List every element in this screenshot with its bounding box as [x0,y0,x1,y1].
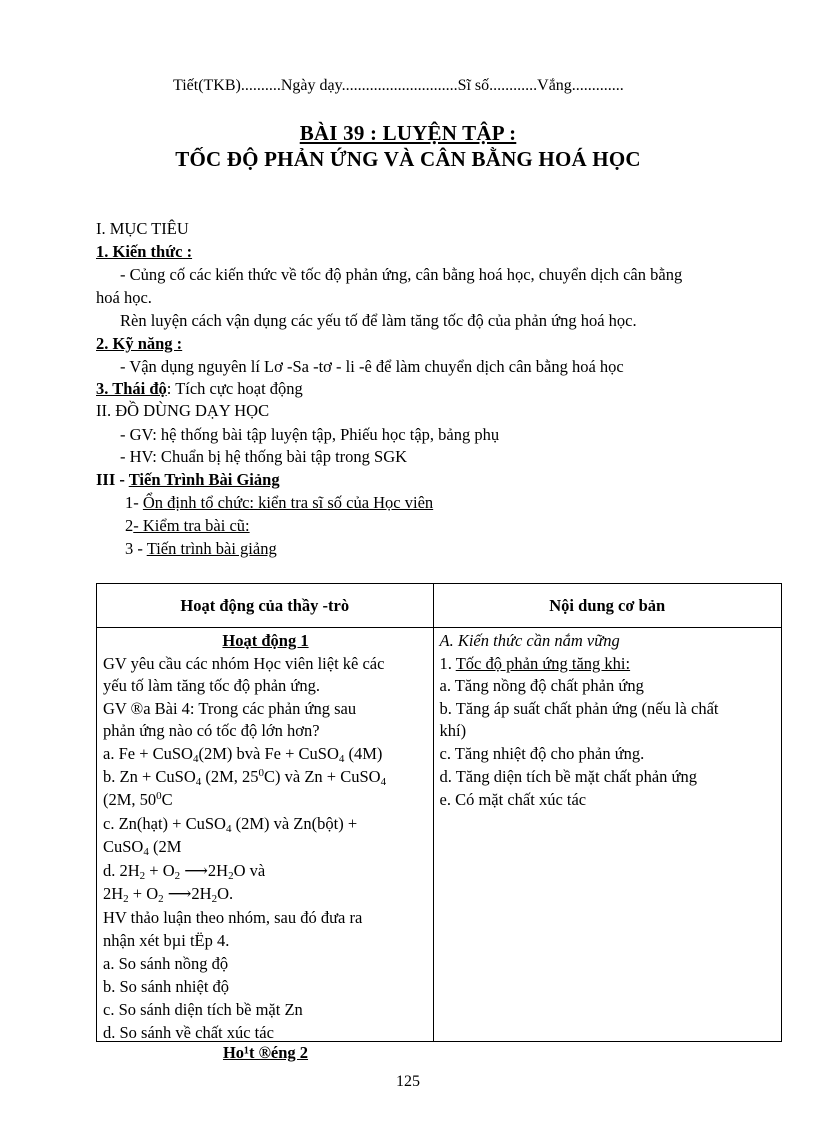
activity-cell [97,628,434,1062]
section-process-heading: III - Tiến Trình Bài Giảng [96,470,280,489]
content-item-d: d. Tăng diện tích bề mặt chất phản ứng [439,767,697,786]
activity-line: yếu tố làm tăng tốc độ phản ứng. [103,676,320,695]
content-rate-heading: 1. Tốc độ phản ứng tăng khi: [439,654,631,673]
content-item-b-cont: khí) [439,721,467,740]
exercise-d: d. $2H_2 + O_2$ $⟶2H_2O$ và [103,861,266,882]
process-step-3: 3 - Tiến trình bài giảng [125,539,277,558]
content-item-b: b. Tăng áp suất chất phản ứng (nếu là chất [439,699,719,718]
process-step-1: 1- Ổn định tổ chức: kiển tra sĩ số của Học viên [125,493,434,512]
exercise-c-cont: CuSO$_4$ (2M [103,837,182,858]
lesson-table [96,583,782,1062]
exercise-a: a. Fe + CuSO$_4$(2M) bvà Fe + CuSO$_4$ (4M) [103,744,383,765]
content-item-c: c. Tăng nhiệt độ cho phản ứng. [439,744,645,763]
section-materials-heading: II. ĐỒ DÙNG DẠY HỌC [96,401,270,420]
exercise-b: b. Zn + CuSO$_4$ (2M, $25^0C$) và Zn + CuSO$_4$ [103,767,387,788]
attitude-line: 3. Thái độ: Tích cực hoạt động [96,379,303,398]
process-step-2: 2- Kiểm tra bài cũ: [125,516,250,535]
answer-a: a. So sánh nồng độ [103,954,229,973]
skills-text: - Vận dụng nguyên lí Lơ -Sa -tơ - li -ê để làm chuyển dịch cân bằng hoá học [120,357,624,376]
table-header-content: Nội dung cơ bản [433,584,781,628]
page-number: 125 [396,1073,420,1090]
knowledge-text-3: Rèn luyện cách vận dụng các yếu tố để làm tăng tốc độ của phản ứng hoá học. [120,311,637,330]
activity-line: phản ứng nào có tốc độ lớn hơn? [103,721,320,740]
answer-c: c. So sánh diện tích bề mặt Zn [103,1000,303,1019]
activity-line: GV yêu cầu các nhóm Học viên liệt kê các [103,654,385,673]
exercise-c: c. Zn(hạt) + CuSO$_4$ (2M) và Zn(bột) + [103,814,358,835]
content-item-e: e. Có mặt chất xúc tác [439,790,587,809]
activity-line: nhận xét bµi tËp 4. [103,931,230,950]
content-title: A. Kiến thức cần nắm vững [439,631,620,650]
materials-hv: - HV: Chuẩn bị hệ thống bài tập trong SGK [120,447,408,466]
exercise-b-cont: (2M, $50^0C$ [103,790,173,809]
materials-gv: - GV: hệ thống bài tập luyện tập, Phiếu học tập, bảng phụ [120,425,500,444]
content-cell [433,628,781,1042]
activity-2-heading: Ho¹t ®éng 2 [222,1043,309,1062]
lesson-subtitle: TỐC ĐỘ PHẢN ỨNG VÀ CÂN BẰNG HOÁ HỌC [175,147,641,171]
activity-line: HV thảo luận theo nhóm, sau đó đưa ra [103,908,363,927]
lesson-title: BÀI 39 : LUYỆN TẬP : [299,121,517,145]
answer-b: b. So sánh nhiệt độ [103,977,230,996]
answer-d: d. So sánh về chất xúc tác [103,1023,274,1042]
exercise-d-cont: $2H_2 + O_2$ $⟶2H_2O$. [103,884,234,905]
section-objectives-heading: I. MỤC TIÊU [96,219,189,238]
knowledge-label: 1. Kiến thức : [96,242,193,261]
activity-1-heading: Hoạt động 1 [222,631,309,650]
knowledge-text-1: - Củng cố các kiến thức về tốc độ phản ứng, cân bằng hoá học, chuyển dịch cân bằng [120,265,683,284]
knowledge-text-2: hoá học. [96,288,152,307]
content-item-a: a. Tăng nồng độ chất phản ứng [439,676,644,695]
skills-label: 2. Kỹ năng : [96,334,183,353]
table-header-teacher-student: Hoạt động của thầy -trò [97,584,434,628]
schedule-line: Tiết(TKB)..........Ngày dạy.............................Sĩ số............Vắng............. [173,77,624,94]
activity-line: GV ®a Bài 4: Trong các phản ứng sau [103,699,357,718]
